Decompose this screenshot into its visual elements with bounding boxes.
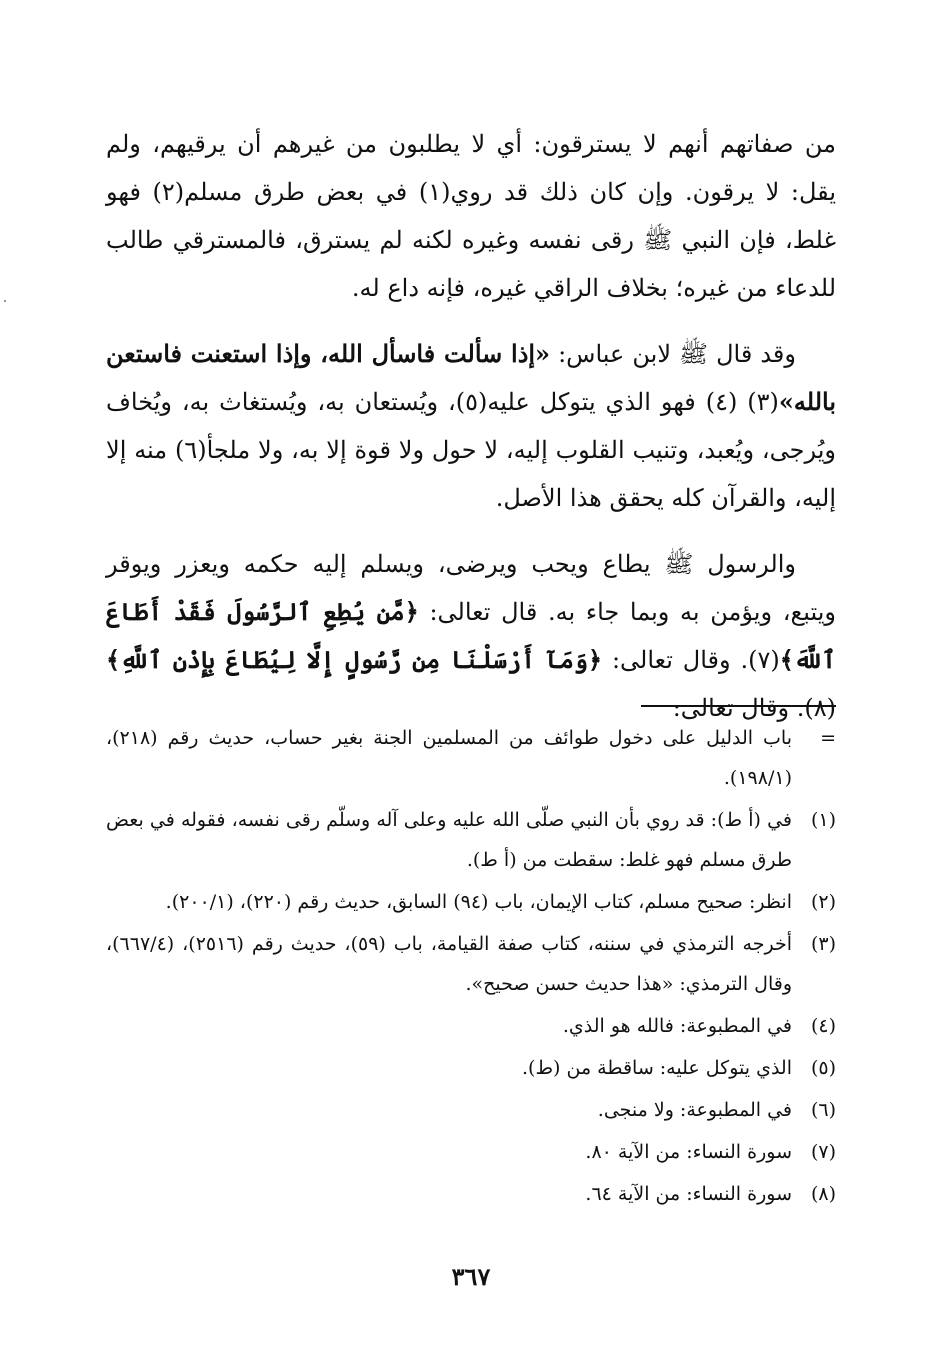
quran-verse-2: ﴿وَمَآ أَرْسَلْنَا مِن رَّسُولٍ إِلَّا لِيُطَاعَ بِإِذْنِ ٱللَّهِ﴾ — [106, 645, 603, 674]
hadith-quote: «إذا سألت فاسأل الله، وإذا استعنت فاستعن بالله» — [106, 339, 836, 416]
footnote-text: في المطبوعة: ولا منجى. — [597, 1099, 792, 1121]
footnote-number: (٦) — [810, 1099, 836, 1121]
footnote-text: أخرجه الترمذي في سننه، كتاب صفة القيامة، باب (٥٩)، حديث رقم (٢٥١٦)، (٦٦٧/٤)، وقال الترمذي: «هذا حديث حسن صحيح». — [106, 933, 792, 995]
footnote-text: انظر: صحيح مسلم، كتاب الإيمان، باب (٩٤) السابق، حديث رقم (٢٢٠)، (٢٠٠/١). — [165, 891, 792, 913]
footnote-item — [106, 924, 836, 1004]
footnote-number: (٨) — [810, 1183, 836, 1205]
footnote-continuation-text: باب الدليل على دخول طوائف من المسلمين الجنة بغير حساب، حديث رقم (٢١٨)، (١٩٨/١). — [106, 727, 792, 789]
continuation-mark: = — [820, 727, 836, 749]
footnote-item — [106, 1132, 836, 1172]
footnote-text: سورة النساء: من الآية ٦٤. — [585, 1183, 792, 1205]
paragraph-3-lead: والرسول ﷺ يطاع ويحب ويرضى، ويسلم إليه حكمه ويعزر ويوقر ويتبع، ويؤمن به وبما جاء به. قال تعالى: — [106, 550, 837, 626]
quran-verse-1: ﴿مَّن يُطِعِ ٱلرَّسُولَ فَقَدْ أَطَاعَ ٱللَّهَ﴾ — [106, 597, 836, 674]
main-text — [106, 120, 836, 750]
paragraph-2-lead: وقد قال ﷺ لابن عباس: — [550, 340, 796, 368]
margin-speck — [4, 300, 6, 302]
paragraph-2-rest: (٣) (٤) فهو الذي يتوكل عليه(٥)، ويُستعان به، ويُستغاث به، ويُخاف ويُرجى، ويُعبد، وتنيب القلوب إليه، لا حول ولا قوة إلا به، ولا ملجأ(٦) منه إلا إليه، والقرآن كله يحقق هذا الأصل. — [106, 388, 836, 512]
footnote-item — [106, 800, 836, 880]
footnotes — [106, 718, 836, 1216]
footnote-item — [106, 882, 836, 922]
paragraph-3-mid: (٧). وقال تعالى: — [602, 646, 780, 674]
footnote-item — [106, 1048, 836, 1088]
footnote-number: (١) — [810, 809, 836, 831]
footnote-number: (٢) — [810, 891, 836, 913]
footnote-number: (٧) — [810, 1141, 836, 1163]
footnote-text: الذي يتوكل عليه: ساقطة من (ط). — [522, 1057, 792, 1079]
page-number: ٣٦٧ — [451, 1262, 491, 1291]
footnote-number: (٣) — [810, 933, 836, 955]
footnote-text: في (أ ط): قد روي بأن النبي صلّى الله عليه وعلى آله وسلّم رقى نفسه، فقوله في بعض طرق مسلم فهو غلط: سقطت من (أ ط). — [106, 809, 792, 871]
footnote-number: (٤) — [810, 1015, 836, 1037]
paragraph-3-end: (٨). وقال تعالى: — [672, 694, 836, 722]
paragraph-2 — [106, 330, 836, 522]
footnote-item — [106, 1006, 836, 1046]
footnote-item — [106, 1090, 836, 1130]
footnote-text: سورة النساء: من الآية ٨٠. — [585, 1141, 792, 1163]
paragraph-1 — [106, 120, 836, 312]
paragraph-1-text: من صفاتهم أنهم لا يسترقون: أي لا يطلبون من غيرهم أن يرقيهم، ولم يقل: لا يرقون. وإن كان ذلك قد روي(١) في بعض طرق مسلم(٢) فهو غلط، فإن النبي ﷺ رقى نفسه وغيره لكنه لم يسترق، فالمسترقي طالب للدعاء من غيره؛ بخلاف الراقي غيره، فإنه داع له. — [106, 130, 836, 302]
footnote-text: في المطبوعة: فالله هو الذي. — [562, 1015, 792, 1037]
footnote-number: (٥) — [810, 1057, 836, 1079]
footnote-continuation — [106, 718, 836, 798]
footnote-separator — [641, 705, 836, 707]
footnote-item — [106, 1174, 836, 1214]
paragraph-3 — [106, 540, 836, 732]
